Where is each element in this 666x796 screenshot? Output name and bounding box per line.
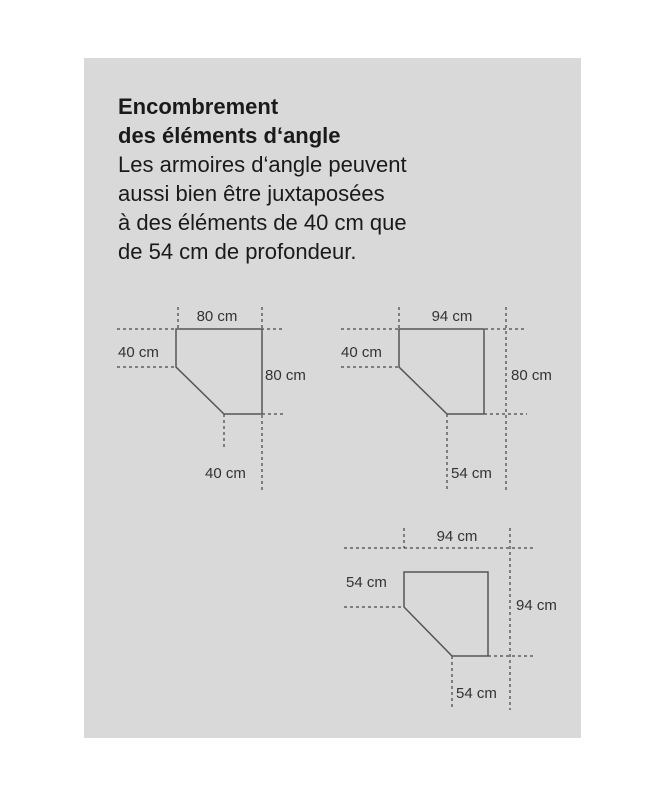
cabinet-outline <box>399 329 484 414</box>
corner-diagram-1 <box>117 307 306 490</box>
description-line-2: aussi bien être juxtaposées <box>118 181 385 206</box>
description-line-3: à des éléments de 40 cm que <box>118 210 407 235</box>
left-dimension-label: 40 cm <box>118 344 159 361</box>
heading-line-2: des éléments d‘angle <box>118 123 341 148</box>
cabinet-outline <box>176 329 262 414</box>
top-dimension-label: 94 cm <box>431 308 473 325</box>
description-line-4: de 54 cm de profondeur. <box>118 239 357 264</box>
bottom-dimension-label: 54 cm <box>456 685 497 702</box>
right-dimension-label: 80 cm <box>511 367 552 384</box>
heading-line-1: Encombrement <box>118 94 279 119</box>
corner-diagram-3 <box>344 528 557 710</box>
bottom-dimension-label: 54 cm <box>451 465 492 482</box>
left-dimension-label: 40 cm <box>341 344 382 361</box>
top-dimension-label: 80 cm <box>196 308 238 325</box>
corner-diagram-2 <box>341 307 552 490</box>
description-line-1: Les armoires d‘angle peuvent <box>118 152 407 177</box>
right-dimension-label: 94 cm <box>516 597 557 614</box>
right-dimension-label: 80 cm <box>265 367 306 384</box>
cabinet-outline <box>404 572 488 656</box>
bottom-dimension-label: 40 cm <box>205 465 246 482</box>
left-dimension-label: 54 cm <box>346 574 387 591</box>
top-dimension-label: 94 cm <box>436 528 478 545</box>
